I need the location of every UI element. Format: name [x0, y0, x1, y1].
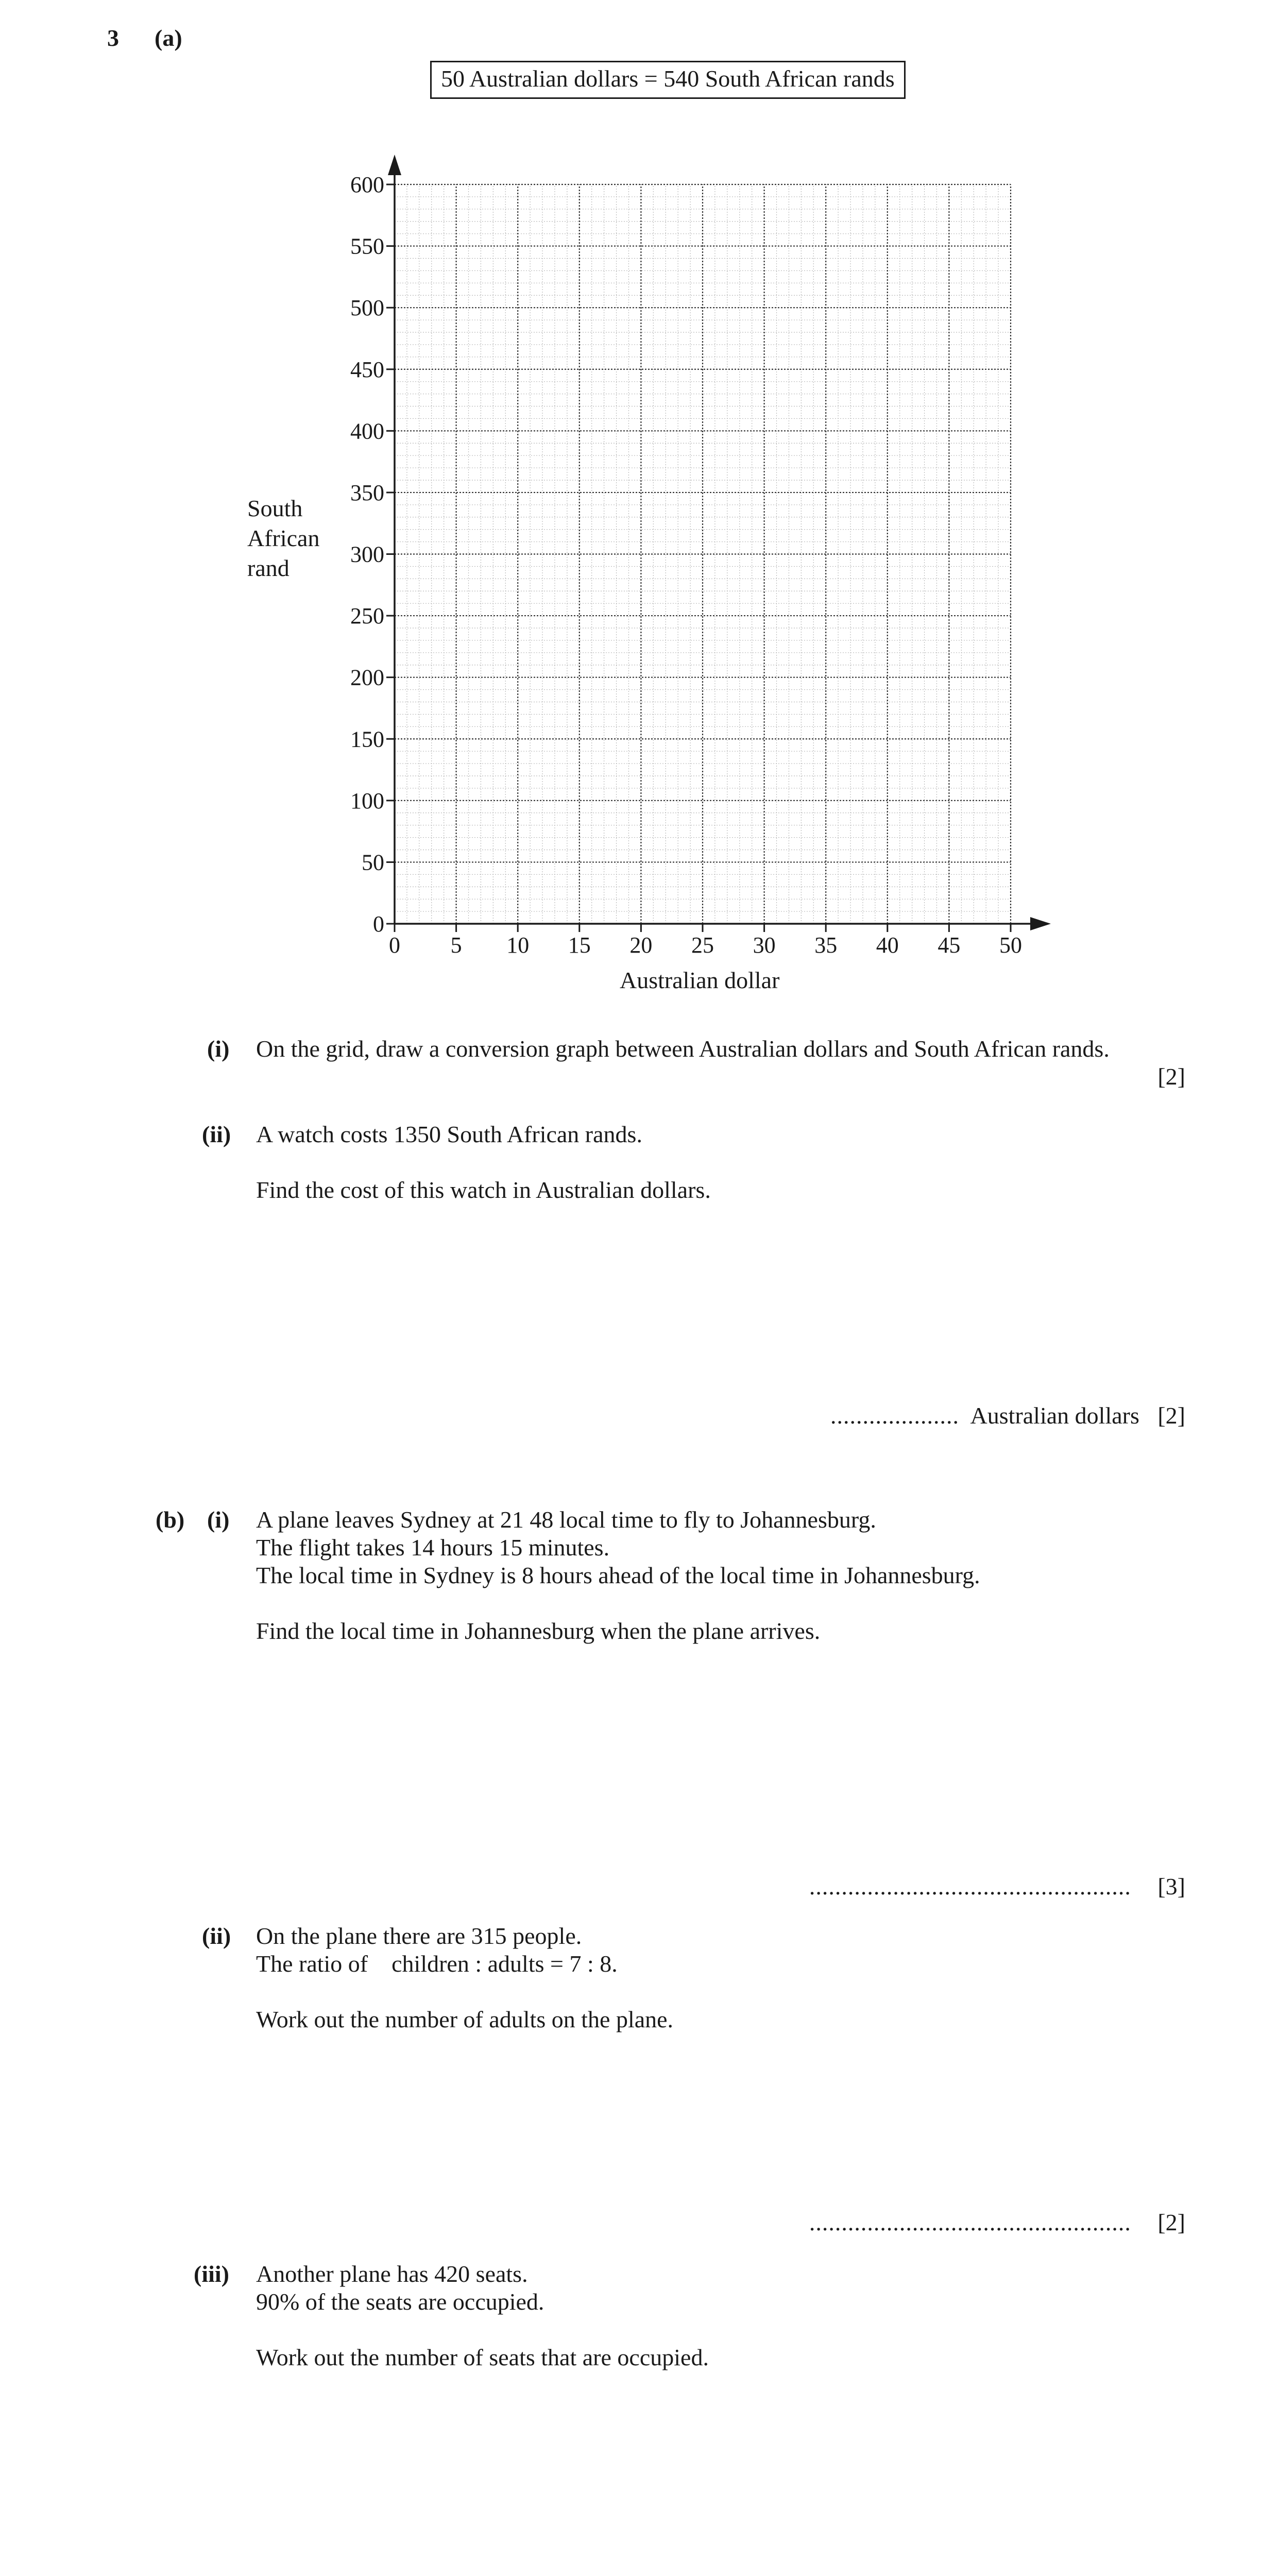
b-ii-answer-dots[interactable]: .................................................. — [809, 2209, 1131, 2235]
part-a-label: (a) — [155, 25, 182, 51]
y-axis-label-line-2: African — [247, 525, 320, 551]
a-ii-label: (ii) — [202, 1121, 231, 1147]
y-tick-label: 200 — [350, 665, 384, 690]
a-ii-answer-line[interactable] — [830, 1401, 1185, 1430]
b-iii-line-1: Another plane has 420 seats. — [256, 2261, 528, 2287]
a-ii-line-1: A watch costs 1350 South African rands. — [256, 1121, 642, 1147]
b-i-line-4: Find the local time in Johannesburg when the plane arrives. — [256, 1618, 821, 1644]
a-ii-answer-unit: Australian dollars — [970, 1402, 1139, 1429]
x-tick-label: 5 — [450, 933, 462, 958]
b-iii-line-3: Work out the number of seats that are occupied. — [256, 2344, 709, 2370]
b-ii-line-3: Work out the number of adults on the plane. — [256, 2006, 674, 2032]
b-i-answer-dots[interactable]: .................................................. — [809, 1873, 1131, 1900]
a-ii-line-2: Find the cost of this watch in Australian dollars. — [256, 1177, 711, 1203]
y-tick-label: 400 — [350, 418, 384, 444]
b-iii-label: (iii) — [194, 2261, 229, 2287]
y-tick-label: 300 — [350, 541, 384, 567]
x-axis-arrow-icon — [1030, 917, 1051, 930]
x-tick-label: 0 — [389, 933, 400, 958]
b-i-answer-line[interactable] — [809, 1872, 1185, 1901]
x-tick-label: 50 — [999, 933, 1022, 958]
b-i-marks: [3] — [1157, 1873, 1185, 1900]
b-i-label: (i) — [207, 1506, 230, 1533]
axis-tick-labels — [350, 172, 1022, 958]
x-tick-label: 35 — [814, 933, 838, 958]
y-axis-label-line-1: South — [247, 495, 303, 521]
question-number: 3 — [107, 25, 119, 51]
b-ii-marks: [2] — [1157, 2209, 1185, 2235]
y-tick-label: 100 — [350, 788, 384, 814]
y-axis-arrow-icon — [388, 155, 401, 175]
a-i-marks: [2] — [1157, 1063, 1185, 1090]
exchange-rate-box: 50 Australian dollars = 540 South African rands — [430, 61, 906, 99]
axis-ticks — [386, 184, 1011, 932]
b-iii-line-2: 90% of the seats are occupied. — [256, 2289, 544, 2315]
x-tick-label: 10 — [506, 933, 530, 958]
b-i-line-3: The local time in Sydney is 8 hours ahead of the local time in Johannesburg. — [256, 1562, 980, 1588]
b-ii-label: (ii) — [202, 1923, 231, 1949]
y-tick-label: 0 — [373, 911, 384, 937]
y-tick-label: 150 — [350, 726, 384, 752]
y-tick-label: 50 — [362, 850, 384, 875]
y-tick-label: 550 — [350, 233, 384, 259]
x-tick-label: 45 — [938, 933, 961, 958]
x-tick-label: 20 — [629, 933, 653, 958]
b-ii-answer-line[interactable] — [809, 2208, 1185, 2237]
y-axis-label-line-3: rand — [247, 555, 289, 581]
a-ii-marks: [2] — [1157, 1402, 1185, 1429]
y-tick-label: 600 — [350, 172, 384, 197]
b-i-line-2: The flight takes 14 hours 15 minutes. — [256, 1534, 610, 1561]
y-axis-label — [247, 494, 319, 583]
x-tick-label: 15 — [568, 933, 591, 958]
y-tick-label: 500 — [350, 295, 384, 321]
y-tick-label: 250 — [350, 603, 384, 629]
b-i-line-1: A plane leaves Sydney at 21 48 local time to fly to Johannesburg. — [256, 1506, 876, 1533]
b-ii-line-2: The ratio of children : adults = 7 : 8. — [256, 1951, 618, 1977]
x-tick-label: 25 — [691, 933, 714, 958]
x-axis-label: Australian dollar — [620, 967, 780, 993]
a-i-label: (i) — [207, 1036, 230, 1062]
x-tick-label: 30 — [753, 933, 776, 958]
y-tick-label: 450 — [350, 357, 384, 382]
a-i-text: On the grid, draw a conversion graph between Australian dollars and South African rands. — [256, 1036, 1110, 1062]
x-tick-label: 40 — [876, 933, 899, 958]
conversion-grid[interactable] — [0, 0, 1278, 1082]
b-ii-line-1: On the plane there are 315 people. — [256, 1923, 582, 1949]
part-b-label: (b) — [156, 1506, 185, 1533]
a-ii-answer-dots[interactable]: .................... — [830, 1402, 960, 1429]
y-tick-label: 350 — [350, 480, 384, 505]
